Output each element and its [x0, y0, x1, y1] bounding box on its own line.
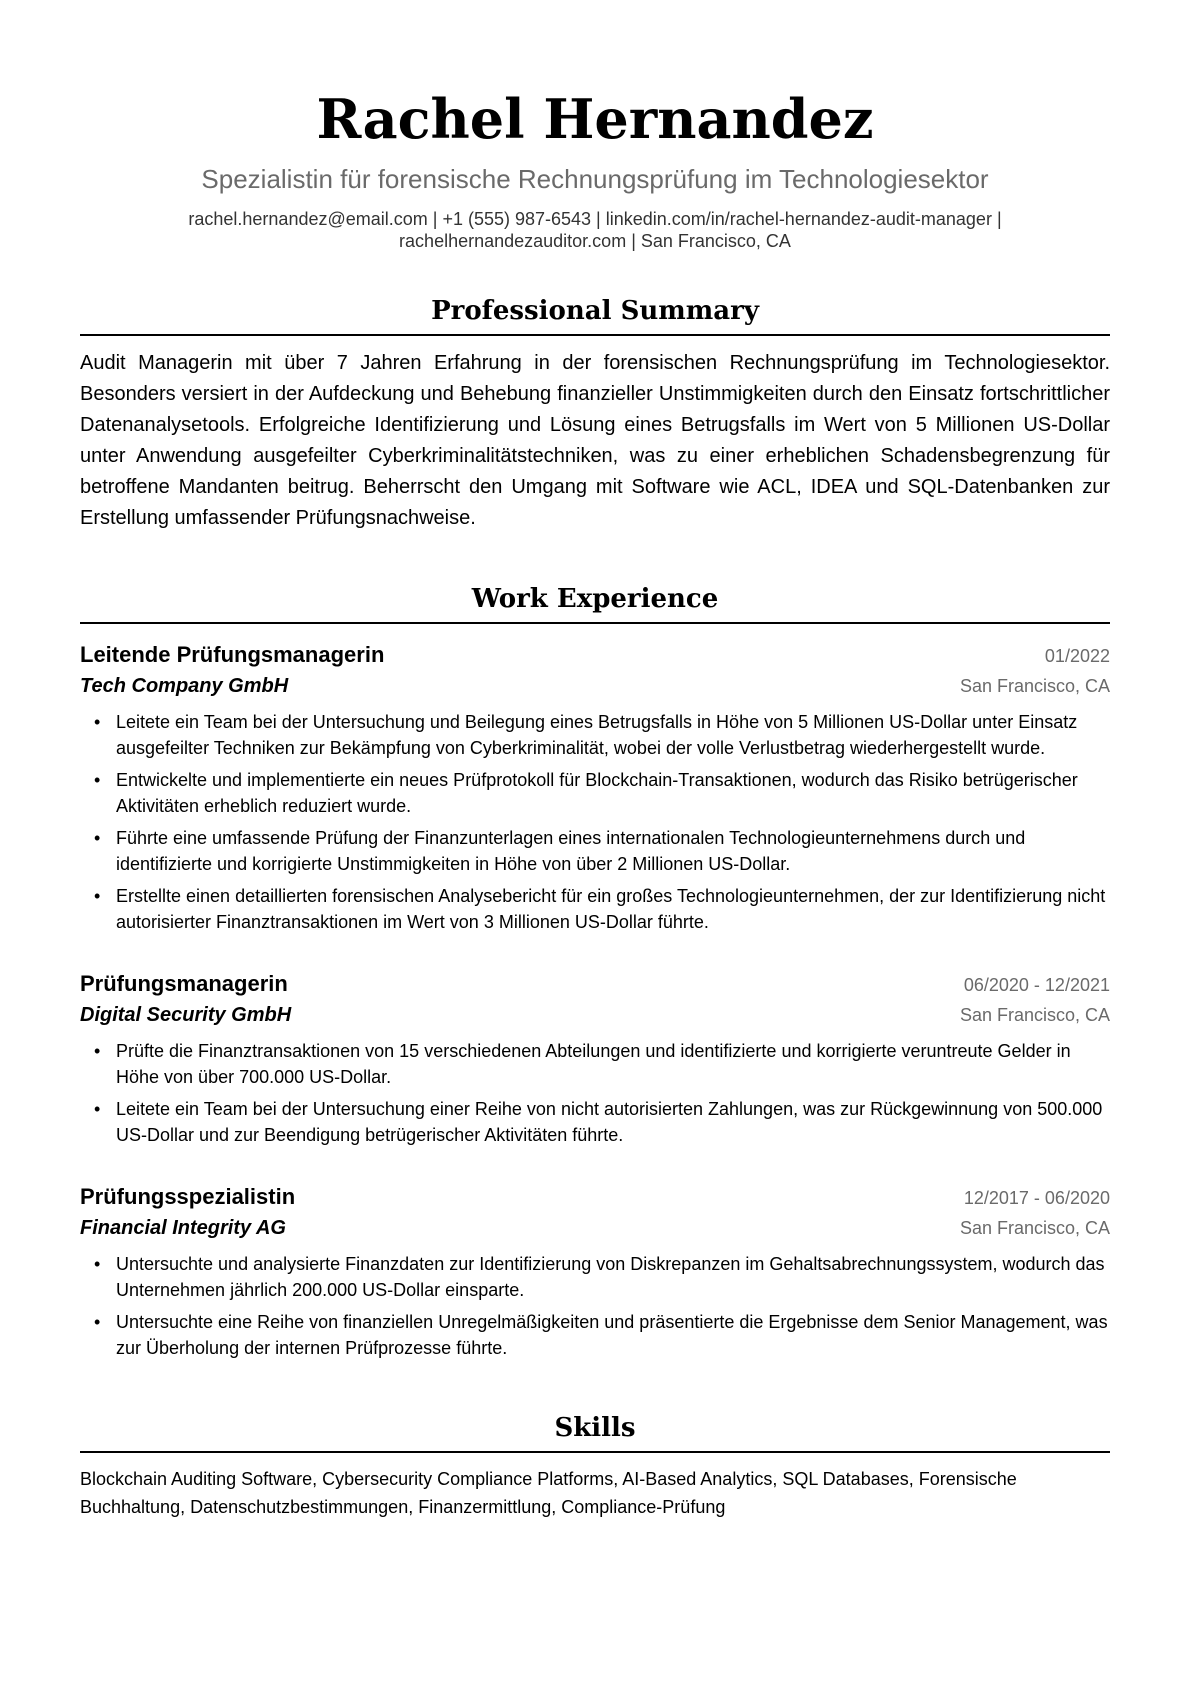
candidate-name: Rachel Hernandez — [316, 87, 874, 151]
contact-line-1: rachel.hernandez@email.com | +1 (555) 987-6543 | linkedin.com/in/rachel-hernandez-audit-manager | — [188, 209, 1002, 229]
job-company-row — [80, 671, 1110, 701]
job-company: Digital Security GmbH — [80, 1004, 292, 1026]
job-bullet: • Untersuchte und analysierte Finanzdaten zur Identifizierung von Diskrepanzen im Gehaltsabrechnungssystem, wodurch das Unternehmen jährlich 200.000 US-Dollar einsparte. — [94, 1251, 1110, 1303]
job-bullet: • Erstellte einen detaillierten forensischen Analysebericht für ein großes Technologieunternehmen, der zur Identifizierung nicht autorisierter Finanztransaktionen im Wert von 3 Millionen US-Dollar führte. — [94, 883, 1110, 935]
skills-section — [80, 1411, 1110, 1521]
contact-info — [80, 208, 1110, 252]
job-location: San Francisco, CA — [959, 1218, 1110, 1238]
job-bullet: • Führte eine umfassende Prüfung der Finanzunterlagen eines internationalen Technologieunternehmens durch und identifizierte und korrigierte Unstimmigkeiten in Höhe von über 2 Millionen US-Dollar. — [94, 825, 1110, 877]
job-entry — [80, 969, 1110, 1148]
job-title: Prüfungsspezialistin — [80, 1184, 296, 1209]
job-bullet: • Leitete ein Team bei der Untersuchung einer Reihe von nicht autorisierten Zahlungen, was zur Rückgewinnung von 500.000 US-Dollar und zur Beendigung betrügerischer Aktivitäten führte. — [94, 1096, 1110, 1148]
summary-heading: Professional Summary — [80, 294, 1110, 336]
job-bullets — [80, 1251, 1110, 1361]
job-entry — [80, 640, 1110, 935]
job-bullet: • Prüfte die Finanztransaktionen von 15 verschiedenen Abteilungen und identifizierte und korrigierte veruntreute Gelder in Höhe von über 700.000 US-Dollar. — [94, 1038, 1110, 1090]
job-header-row — [80, 969, 1110, 1000]
job-location: San Francisco, CA — [959, 676, 1110, 696]
job-header-row — [80, 640, 1110, 671]
job-bullet: • Untersuchte eine Reihe von finanziellen Unregelmäßigkeiten und präsentierte die Ergebnisse dem Senior Management, was zur Überholung der internen Prüfprozesse führte. — [94, 1309, 1110, 1361]
job-title: Leitende Prüfungsmanagerin — [80, 642, 385, 667]
job-title: Prüfungsmanagerin — [80, 971, 288, 996]
job-location: San Francisco, CA — [959, 1005, 1110, 1025]
resume-header — [80, 0, 1110, 252]
skills-heading: Skills — [80, 1411, 1110, 1453]
job-entry — [80, 1182, 1110, 1361]
candidate-headline: Spezialistin für forensische Rechnungsprüfung im Technologiesektor — [201, 164, 989, 194]
job-company: Tech Company GmbH — [80, 675, 289, 697]
skills-list: Blockchain Auditing Software, Cybersecurity Compliance Platforms, AI-Based Analytics, SQL Databases, Forensische Buchhaltung, Datenschutzbestimmungen, Finanzermittlung, Compliance-Prüfung — [80, 1469, 1017, 1517]
summary-text: Audit Managerin mit über 7 Jahren Erfahrung in der forensischen Rechnungsprüfung im Technologiesektor. Besonders versiert in der Aufdeckung und Behebung finanzieller Unstimmigkeiten durch den Einsatz fortschrittlicher Datenanalysetools. Erfolgreiche Identifizierung und Lösung eines Betrugsfalls im Wert von 5 Millionen US-Dollar unter Anwendung ausgefeilter Cyberkriminalitätstechniken, was zu einer erheblichen Schadensbegrenzung für betroffene Mandanten beitrug. Beherrscht den Umgang mit Software wie ACL, IDEA und SQL-Datenbanken zur Erstellung umfassender Prüfungsnachweise. — [80, 352, 1110, 529]
job-bullet: • Entwickelte und implementierte ein neues Prüfprotokoll für Blockchain-Transaktionen, wodurch das Risiko betrügerischer Aktivitäten erheblich reduziert wurde. — [94, 767, 1110, 819]
summary-section — [80, 294, 1110, 534]
job-date: 06/2020 - 12/2021 — [963, 975, 1110, 995]
job-company-row — [80, 1213, 1110, 1243]
job-date: 01/2022 — [1044, 646, 1110, 666]
job-bullets — [80, 709, 1110, 935]
job-bullets — [80, 1038, 1110, 1148]
work-experience-section — [80, 582, 1110, 1361]
job-company-row — [80, 1000, 1110, 1030]
job-header-row — [80, 1182, 1110, 1213]
job-date: 12/2017 - 06/2020 — [963, 1188, 1110, 1208]
job-bullet: • Leitete ein Team bei der Untersuchung und Beilegung eines Betrugsfalls in Höhe von 5 Millionen US-Dollar unter Einsatz ausgefeilter Techniken zur Bekämpfung von Cyberkriminalität, wobei der volle Verlustbetrag wiederhergestellt wurde. — [94, 709, 1110, 761]
job-company: Financial Integrity AG — [80, 1217, 286, 1239]
work-experience-heading: Work Experience — [80, 582, 1110, 624]
contact-line-2: rachelhernandezauditor.com | San Francisco, CA — [399, 231, 791, 251]
